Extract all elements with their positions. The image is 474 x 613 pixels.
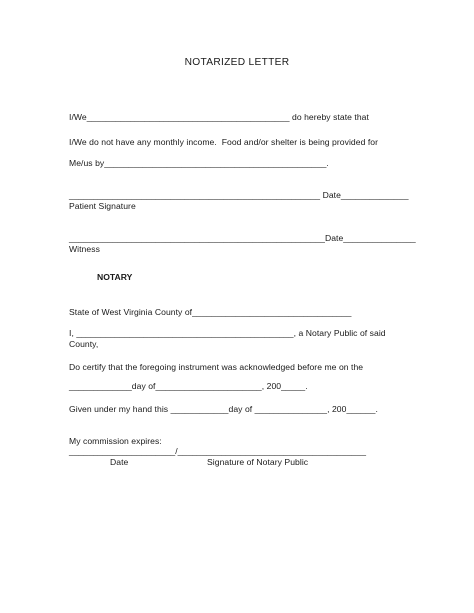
commission-expires-line: My commission expires:	[69, 436, 162, 446]
given-under-hand-line: Given under my hand this ____________day of _______________, 200______.	[69, 404, 378, 414]
document-title: NOTARIZED LETTER	[184, 57, 290, 68]
patient-signature-line: ____________________________________________________ Date______________	[69, 190, 409, 200]
certify-line: Do certify that the foregoing instrument was acknowledged before me on the	[69, 362, 364, 372]
provided-by-line: Me/us by______________________________________________.	[69, 158, 329, 168]
witness-label: Witness	[69, 244, 100, 254]
witness-signature-line: _____________________________________________________Date_______________	[69, 233, 416, 243]
notary-signature-label: Signature of Notary Public	[207, 457, 309, 467]
date-signature-line: ______________________/_______________________________________	[69, 446, 367, 456]
date-label: Date	[110, 457, 129, 467]
patient-signature-label: Patient Signature	[69, 201, 136, 211]
notary-heading: NOTARY	[97, 272, 133, 282]
day-of-line: _____________day of______________________, 200_____.	[69, 381, 308, 391]
county-line: County,	[69, 339, 99, 349]
state-county-line: State of West Virginia County of_________________________________	[69, 307, 352, 317]
income-statement-line: I/We do not have any monthly income. Food and/or shelter is being provided for	[69, 137, 379, 147]
iwe-statement-line: I/We__________________________________________ do hereby state that	[69, 112, 369, 122]
notary-public-line: I, _____________________________________________, a Notary Public of said	[69, 328, 386, 338]
